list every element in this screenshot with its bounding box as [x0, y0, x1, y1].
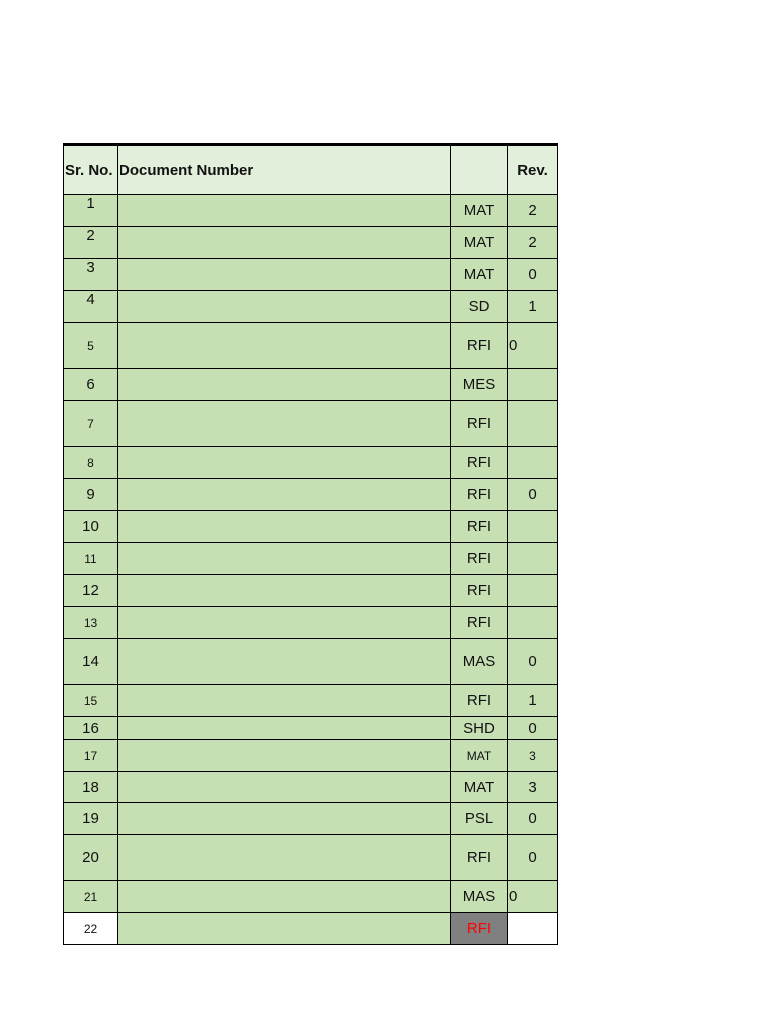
- sr-no-cell[interactable]: 18: [64, 772, 118, 803]
- sr-no-cell[interactable]: 13: [64, 607, 118, 639]
- type-cell[interactable]: RFI: [451, 913, 508, 945]
- table-row: [64, 447, 558, 479]
- type-cell[interactable]: RFI: [451, 479, 508, 511]
- type-cell[interactable]: SHD: [451, 717, 508, 740]
- table-row: [64, 881, 558, 913]
- type-cell[interactable]: RFI: [451, 835, 508, 881]
- document-number-cell[interactable]: [118, 639, 451, 685]
- header-document-number[interactable]: Document Number: [118, 145, 451, 195]
- document-number-cell[interactable]: [118, 803, 451, 835]
- sr-no-cell[interactable]: 20: [64, 835, 118, 881]
- rev-cell[interactable]: [508, 607, 558, 639]
- rev-cell[interactable]: 0: [508, 323, 558, 369]
- document-number-cell[interactable]: [118, 511, 451, 543]
- sr-no-cell[interactable]: 10: [64, 511, 118, 543]
- type-cell[interactable]: MAT: [451, 259, 508, 291]
- document-number-cell[interactable]: [118, 772, 451, 803]
- rev-cell[interactable]: 0: [508, 803, 558, 835]
- document-number-cell[interactable]: [118, 227, 451, 259]
- table-row: [64, 803, 558, 835]
- sr-no-cell[interactable]: 3: [64, 259, 118, 291]
- table-row: [64, 401, 558, 447]
- rev-cell[interactable]: [508, 511, 558, 543]
- type-cell[interactable]: RFI: [451, 685, 508, 717]
- sr-no-cell[interactable]: 5: [64, 323, 118, 369]
- rev-cell[interactable]: [508, 401, 558, 447]
- header-row: [64, 145, 558, 195]
- type-cell[interactable]: RFI: [451, 575, 508, 607]
- sr-no-cell[interactable]: 19: [64, 803, 118, 835]
- rev-cell[interactable]: 2: [508, 227, 558, 259]
- header-type[interactable]: [451, 145, 508, 195]
- type-cell[interactable]: RFI: [451, 607, 508, 639]
- table-row: [64, 479, 558, 511]
- sr-no-cell[interactable]: 16: [64, 717, 118, 740]
- rev-cell[interactable]: [508, 369, 558, 401]
- document-number-cell[interactable]: [118, 479, 451, 511]
- type-cell[interactable]: MES: [451, 369, 508, 401]
- rev-cell[interactable]: 0: [508, 835, 558, 881]
- rev-cell[interactable]: 1: [508, 291, 558, 323]
- rev-cell[interactable]: 3: [508, 772, 558, 803]
- sr-no-cell[interactable]: 2: [64, 227, 118, 259]
- table-row: [64, 543, 558, 575]
- sr-no-cell[interactable]: 9: [64, 479, 118, 511]
- type-cell[interactable]: RFI: [451, 543, 508, 575]
- sr-no-cell[interactable]: 8: [64, 447, 118, 479]
- table-row: [64, 685, 558, 717]
- table-row: [64, 369, 558, 401]
- document-number-cell[interactable]: [118, 881, 451, 913]
- table-row: [64, 607, 558, 639]
- table-row: [64, 291, 558, 323]
- sr-no-cell[interactable]: 11: [64, 543, 118, 575]
- type-cell[interactable]: RFI: [451, 511, 508, 543]
- table-row: [64, 195, 558, 227]
- rev-cell[interactable]: 1: [508, 685, 558, 717]
- table-row: [64, 913, 558, 945]
- document-number-cell[interactable]: [118, 607, 451, 639]
- type-cell[interactable]: MAT: [451, 227, 508, 259]
- sr-no-cell[interactable]: 7: [64, 401, 118, 447]
- type-cell[interactable]: RFI: [451, 401, 508, 447]
- document-number-cell[interactable]: [118, 195, 451, 227]
- document-number-cell[interactable]: [118, 835, 451, 881]
- table-row: [64, 639, 558, 685]
- rev-cell[interactable]: 0: [508, 479, 558, 511]
- type-cell[interactable]: MAT: [451, 740, 508, 772]
- table-row: [64, 511, 558, 543]
- rev-cell[interactable]: 0: [508, 717, 558, 740]
- sr-no-cell[interactable]: 22: [64, 913, 118, 945]
- header-sr-no[interactable]: Sr. No.: [64, 145, 118, 195]
- document-number-cell[interactable]: [118, 401, 451, 447]
- table-row: [64, 323, 558, 369]
- rev-cell[interactable]: [508, 543, 558, 575]
- sr-no-cell[interactable]: 14: [64, 639, 118, 685]
- sr-no-cell[interactable]: 4: [64, 291, 118, 323]
- sr-no-cell[interactable]: 12: [64, 575, 118, 607]
- document-number-cell[interactable]: [118, 717, 451, 740]
- table-row: [64, 772, 558, 803]
- type-cell[interactable]: RFI: [451, 447, 508, 479]
- rev-cell[interactable]: 3: [508, 740, 558, 772]
- type-cell[interactable]: SD: [451, 291, 508, 323]
- rev-cell[interactable]: 2: [508, 195, 558, 227]
- type-cell[interactable]: PSL: [451, 803, 508, 835]
- document-number-cell[interactable]: [118, 291, 451, 323]
- rev-cell[interactable]: [508, 447, 558, 479]
- sr-no-cell[interactable]: 1: [64, 195, 118, 227]
- rev-cell[interactable]: [508, 575, 558, 607]
- table-row: [64, 259, 558, 291]
- table-row: [64, 717, 558, 740]
- document-number-cell[interactable]: [118, 913, 451, 945]
- type-cell[interactable]: RFI: [451, 323, 508, 369]
- document-number-cell[interactable]: [118, 575, 451, 607]
- type-cell[interactable]: MAT: [451, 772, 508, 803]
- table-row: [64, 740, 558, 772]
- sr-no-cell[interactable]: 17: [64, 740, 118, 772]
- table-row: [64, 835, 558, 881]
- document-number-cell[interactable]: [118, 447, 451, 479]
- document-register-table: [63, 143, 558, 945]
- document-number-cell[interactable]: [118, 369, 451, 401]
- document-number-cell[interactable]: [118, 259, 451, 291]
- table-row: [64, 575, 558, 607]
- table-row: [64, 227, 558, 259]
- sr-no-cell[interactable]: 15: [64, 685, 118, 717]
- rev-cell[interactable]: 0: [508, 881, 558, 913]
- sr-no-cell[interactable]: 21: [64, 881, 118, 913]
- header-rev[interactable]: Rev.: [508, 145, 558, 195]
- rev-cell[interactable]: [508, 913, 558, 945]
- document-number-cell[interactable]: [118, 685, 451, 717]
- type-cell[interactable]: MAS: [451, 639, 508, 685]
- document-number-cell[interactable]: [118, 740, 451, 772]
- rev-cell[interactable]: 0: [508, 639, 558, 685]
- sr-no-cell[interactable]: 6: [64, 369, 118, 401]
- type-cell[interactable]: MAT: [451, 195, 508, 227]
- rev-cell[interactable]: 0: [508, 259, 558, 291]
- document-number-cell[interactable]: [118, 543, 451, 575]
- type-cell[interactable]: MAS: [451, 881, 508, 913]
- document-number-cell[interactable]: [118, 323, 451, 369]
